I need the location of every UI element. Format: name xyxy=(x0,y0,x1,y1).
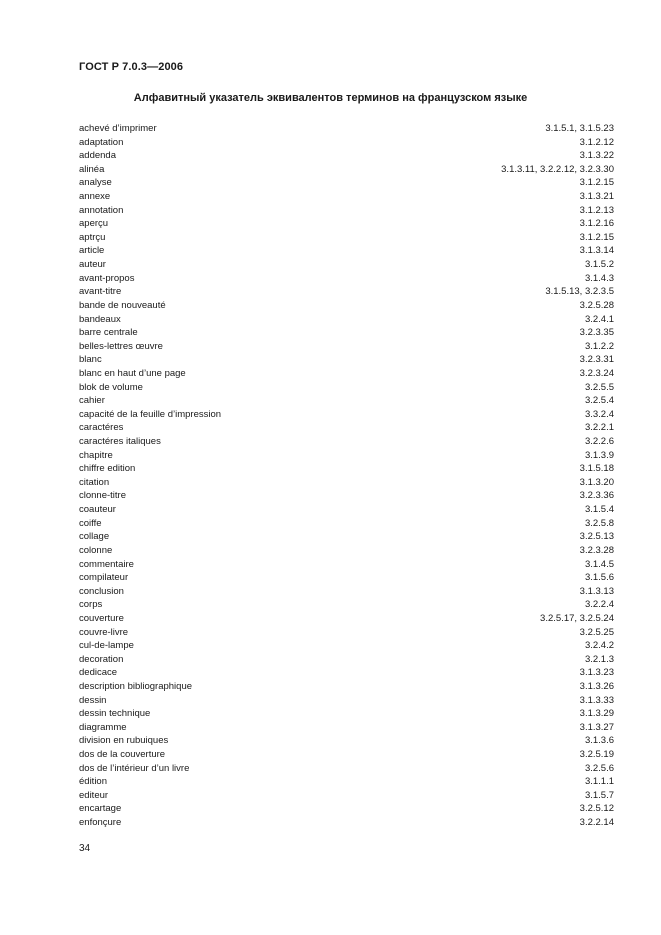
index-term: caractéres xyxy=(79,422,124,434)
index-term: diagramme xyxy=(79,721,127,733)
index-entry xyxy=(79,721,614,735)
index-entry xyxy=(79,149,614,163)
standard-id: ГОСТ Р 7.0.3—2006 xyxy=(79,61,184,73)
index-term: colonne xyxy=(79,544,113,556)
index-term: conclusion xyxy=(79,585,124,597)
index-entry xyxy=(79,598,614,612)
index-refs: 3.1.3.21 xyxy=(579,191,614,203)
index-entry xyxy=(79,258,614,272)
index-entry xyxy=(79,639,614,653)
index-term: annexe xyxy=(79,191,111,203)
index-refs: 3.1.3.23 xyxy=(579,667,614,679)
index-refs: 3.2.5.28 xyxy=(579,299,614,311)
index-entry xyxy=(79,381,614,395)
index-term: corps xyxy=(79,599,103,611)
index-term: couverture xyxy=(79,612,124,624)
index-refs: 3.1.3.9 xyxy=(584,449,614,461)
index-refs: 3.1.5.2 xyxy=(584,259,614,271)
index-refs: 3.1.2.13 xyxy=(579,204,614,216)
index-entry xyxy=(79,136,614,150)
index-term: achevé d’imprimer xyxy=(79,123,157,134)
index-entry xyxy=(79,762,614,776)
index-entry xyxy=(79,285,614,299)
index-term: dessin technique xyxy=(79,708,151,720)
index-refs: 3.1.3.6 xyxy=(584,735,614,747)
index-refs: 3.2.3.24 xyxy=(579,367,614,379)
index-refs: 3.2.2.14 xyxy=(579,817,614,829)
index-refs: 3.3.2.4 xyxy=(584,408,614,420)
index-entry xyxy=(79,163,614,177)
index-refs: 3.2.2.6 xyxy=(584,436,614,448)
index-refs: 3.1.2.12 xyxy=(579,136,614,148)
index-entry xyxy=(79,217,614,231)
index-refs: 3.1.3.33 xyxy=(579,694,614,706)
index-term: alinéa xyxy=(79,163,105,175)
index-term: commentaire xyxy=(79,558,134,570)
index-entry xyxy=(79,299,614,313)
index-refs: 3.2.5.25 xyxy=(579,626,614,638)
index-entry xyxy=(79,449,614,463)
index-term: dedicace xyxy=(79,667,118,679)
index-term: clonne-titre xyxy=(79,490,126,502)
index-term: division en rubuiques xyxy=(79,735,169,747)
index-term: aptrçu xyxy=(79,231,106,243)
index-term: enfonçure xyxy=(79,817,122,829)
index-entry xyxy=(79,394,614,408)
index-term: barre centrale xyxy=(79,327,138,339)
index-entry xyxy=(79,462,614,476)
index-refs: 3.1.5.1, 3.1.5.23 xyxy=(545,123,614,134)
index-entry xyxy=(79,503,614,517)
index-term: collage xyxy=(79,531,110,543)
index-entry xyxy=(79,775,614,789)
index-refs: 3.2.4.2 xyxy=(584,640,614,652)
index-term: analyse xyxy=(79,177,112,189)
index-refs: 3.2.5.13 xyxy=(579,531,614,543)
index-entry xyxy=(79,571,614,585)
index-term: chapitre xyxy=(79,449,113,461)
index-term: couvre-livre xyxy=(79,626,129,638)
index-refs: 3.1.5.13, 3.2.3.5 xyxy=(545,286,614,298)
index-term: decoration xyxy=(79,653,124,665)
index-term: avant-propos xyxy=(79,272,135,284)
index-refs: 3.1.3.11, 3.2.2.12, 3.2.3.30 xyxy=(501,163,614,175)
index-refs: 3.1.5.7 xyxy=(584,789,614,801)
index-entry xyxy=(79,530,614,544)
index-refs: 3.2.2.4 xyxy=(584,599,614,611)
index-entry xyxy=(79,816,614,830)
index-term: caractéres italiques xyxy=(79,436,161,448)
index-refs: 3.2.1.3 xyxy=(584,653,614,665)
index-term: cul-de-lampe xyxy=(79,640,134,652)
index-entry xyxy=(79,367,614,381)
index-term: editeur xyxy=(79,789,109,801)
index-entry xyxy=(79,421,614,435)
index-refs: 3.2.5.17, 3.2.5.24 xyxy=(540,612,614,624)
index-term: blanc xyxy=(79,354,102,366)
index-entry xyxy=(79,408,614,422)
index-refs: 3.1.4.5 xyxy=(584,558,614,570)
index-term: auteur xyxy=(79,259,106,271)
index-entry xyxy=(79,694,614,708)
index-refs: 3.1.5.18 xyxy=(579,463,614,475)
index-refs: 3.1.3.14 xyxy=(579,245,614,257)
index-term: bande de nouveauté xyxy=(79,299,166,311)
index-refs: 3.1.3.13 xyxy=(579,585,614,597)
index-term: addenda xyxy=(79,150,116,162)
index-entry xyxy=(79,626,614,640)
index-refs: 3.2.5.12 xyxy=(579,803,614,815)
index-entry xyxy=(79,435,614,449)
index-entry xyxy=(79,122,614,136)
index-entry xyxy=(79,558,614,572)
index-refs: 3.1.3.22 xyxy=(579,150,614,162)
document-header xyxy=(79,61,183,73)
index-entry xyxy=(79,585,614,599)
index-entry xyxy=(79,231,614,245)
index-refs: 3.2.4.1 xyxy=(584,313,614,325)
index-entry xyxy=(79,517,614,531)
index-refs: 3.1.3.29 xyxy=(579,708,614,720)
index-entry xyxy=(79,244,614,258)
index-refs: 3.1.1.1 xyxy=(584,776,614,788)
index-refs: 3.1.2.15 xyxy=(579,231,614,243)
index-refs: 3.2.3.36 xyxy=(579,490,614,502)
index-entry xyxy=(79,653,614,667)
index-term: compilateur xyxy=(79,572,129,584)
index-refs: 3.1.5.6 xyxy=(584,572,614,584)
index-refs: 3.2.3.35 xyxy=(579,327,614,339)
page-number: 34 xyxy=(79,843,91,854)
index-entry xyxy=(79,176,614,190)
index-entry xyxy=(79,748,614,762)
index-refs: 3.1.3.27 xyxy=(579,721,614,733)
index-term: encartage xyxy=(79,803,122,815)
index-term: annotation xyxy=(79,204,124,216)
index-term: description bibliographique xyxy=(79,680,193,692)
index-term: bandeaux xyxy=(79,313,121,325)
index-entry xyxy=(79,734,614,748)
index-refs: 3.2.3.28 xyxy=(579,544,614,556)
index-entry xyxy=(79,680,614,694)
index-term: cahier xyxy=(79,395,105,407)
index-term: article xyxy=(79,245,105,257)
index-term: adaptation xyxy=(79,136,124,148)
index-list xyxy=(79,122,614,830)
index-refs: 3.2.3.31 xyxy=(579,354,614,366)
index-term: dessin xyxy=(79,694,107,706)
index-term: coiffe xyxy=(79,517,102,529)
index-term: dos de l’intérieur d’un livre xyxy=(79,762,190,774)
index-entry xyxy=(79,476,614,490)
index-entry xyxy=(79,313,614,327)
index-term: blok de volume xyxy=(79,381,143,393)
index-term: dos de la couverture xyxy=(79,749,166,761)
index-refs: 3.2.5.4 xyxy=(584,395,614,407)
index-refs: 3.1.5.4 xyxy=(584,504,614,516)
index-refs: 3.1.3.20 xyxy=(579,476,614,488)
index-refs: 3.2.5.5 xyxy=(584,381,614,393)
index-entry xyxy=(79,326,614,340)
index-entry xyxy=(79,340,614,354)
index-entry xyxy=(79,353,614,367)
index-entry xyxy=(79,666,614,680)
index-refs: 3.1.2.15 xyxy=(579,177,614,189)
index-refs: 3.2.5.6 xyxy=(584,762,614,774)
index-term: aperçu xyxy=(79,218,109,230)
index-refs: 3.1.2.16 xyxy=(579,218,614,230)
index-refs: 3.2.2.1 xyxy=(584,422,614,434)
index-refs: 3.1.4.3 xyxy=(584,272,614,284)
index-term: avant-titre xyxy=(79,286,122,298)
index-term: blanc en haut d’une page xyxy=(79,367,186,379)
index-entry xyxy=(79,272,614,286)
index-title: Алфавитный указатель эквивалентов терминов на французском языке xyxy=(133,92,528,104)
index-entry xyxy=(79,612,614,626)
index-term: capacité de la feuille d’impression xyxy=(79,408,222,420)
index-refs: 3.1.3.26 xyxy=(579,680,614,692)
index-entry xyxy=(79,802,614,816)
index-refs: 3.2.5.8 xyxy=(584,517,614,529)
index-entry xyxy=(79,707,614,721)
index-entry xyxy=(79,544,614,558)
index-entry xyxy=(79,489,614,503)
index-term: citation xyxy=(79,476,110,488)
index-refs: 3.2.5.19 xyxy=(579,749,614,761)
index-term: édition xyxy=(79,776,107,788)
index-term: belles-lettres œuvre xyxy=(79,340,163,352)
index-term: coauteur xyxy=(79,504,116,516)
index-term: chiffre edition xyxy=(79,463,136,475)
index-entry xyxy=(79,789,614,803)
index-entry xyxy=(79,204,614,218)
index-refs: 3.1.2.2 xyxy=(584,340,614,352)
index-entry xyxy=(79,190,614,204)
